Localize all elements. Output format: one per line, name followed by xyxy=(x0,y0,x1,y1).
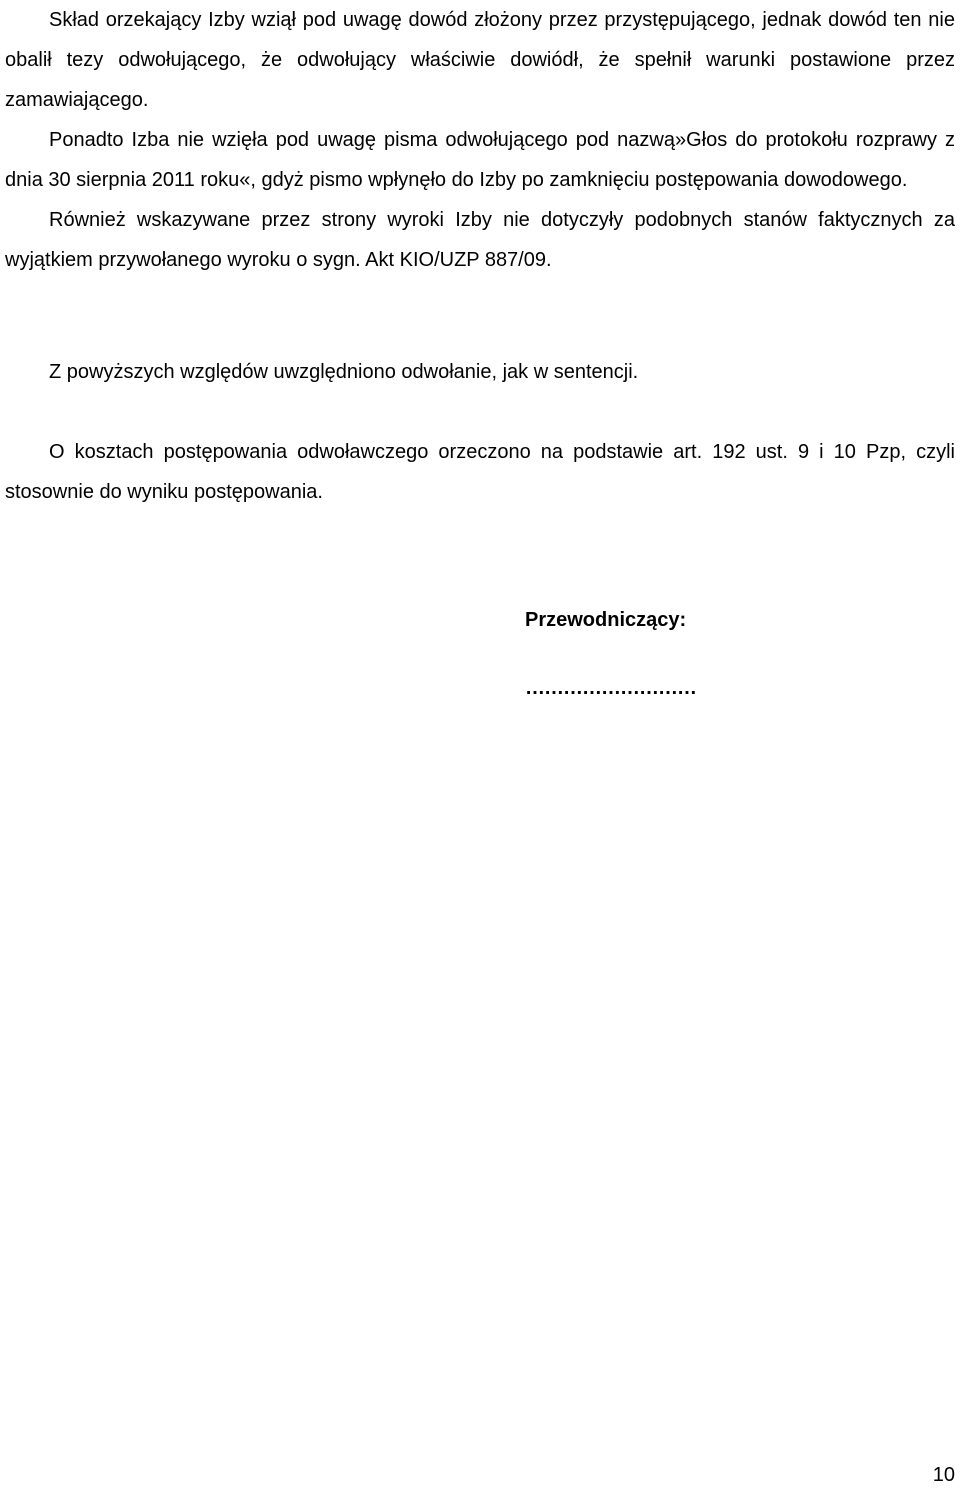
paragraph-costs: O kosztach postępowania odwoławczego orzeczono na podstawie art. 192 ust. 9 i 10 Pzp, czyli stosownie do wyniku postępowania. xyxy=(5,441,955,503)
signature-title: Przewodniczący: xyxy=(525,609,687,631)
paragraph-evidence: Skład orzekający Izby wziął pod uwagę dowód złożony przez przystępującego, jednak dowód ten nie obalił tezy odwołującego, że odwołujący właściwie dowiódł, że spełnił warunki postawione przez zamawiającego. xyxy=(5,9,955,111)
body-text-block xyxy=(5,0,955,280)
paragraph-conclusion: Z powyższych względów uwzględniono odwołanie, jak w sentencji. xyxy=(49,361,639,383)
page-number: 10 xyxy=(932,1464,955,1486)
conclusion-block xyxy=(5,352,955,392)
paragraph-protocol-letter: Ponadto Izba nie wzięła pod uwagę pisma odwołującego pod nazwą»Głos do protokołu rozprawy z dnia 30 sierpnia 2011 roku«, gdyż pismo wpłynęło do Izby po zamknięciu postępowania dowodowego. xyxy=(5,129,955,191)
signature-dotted-line: ……………………… xyxy=(525,677,696,699)
costs-block xyxy=(5,432,955,512)
paragraph-cited-judgments: Również wskazywane przez strony wyroki Izby nie dotyczyły podobnych stanów faktycznych za wyjątkiem przywołanego wyroku o sygn. Akt KIO/UZP 887/09. xyxy=(5,209,955,271)
